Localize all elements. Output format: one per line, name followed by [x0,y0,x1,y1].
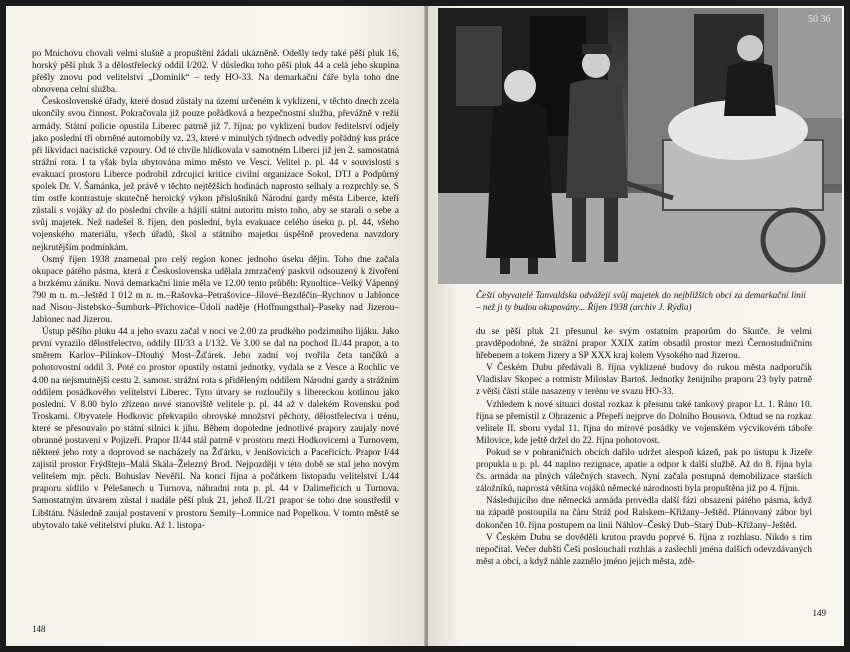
photo-caption: Čeští obyvatelé Tanvaldska odvážejí svůj majetek do nejbližších obcí za demarkační linií – než ji ty budou okupovány... Říjen 1938 (archiv J. Rýdla) [476,290,806,312]
paragraph: Vzhledem k nové situaci dostal rozkaz k přesunu také tankový prapor Lt. 1. Ráno 10. října se přemístil z Ohrazenic a Přepeří nejprve do Dolního Bousova. Odtud se na rozkaz velitele II. sboru vydal 11. října do mírové posádky ve vojenském výcvikovém táboře Milovice, kde ještě držel do 22. října pohotovost. [476,399,812,446]
paragraph: V Českém Dubu předávali 8. října vyklizené budovy do rukou města nadporučík Vladislav Skopec a rotmistr Miloslav Bartoš. Jednotky ženijního praporu 23 byly patrně z větší části stále nasazeny v terénu ve svazu HO-33. [476,363,812,398]
paragraph: Ústup pěšího pluku 44 a jeho svazu začal v noci ve 2.00 za prudkého podzimního lijáku. Jako první vyrazilo dělostřelectvo, oddíly III/33 a I/132. Ve 3.00 se dal na pochod II./44 prapor, a to směrem Karlov–Pilínkov–Dlouhý Most–Žďárek. Jeho zadní voj tvořila četa tančíků a pohotovostní oddíl 3. Poté co prostor opustily ostatní jednotky, vydala se z Vesce a Rochlic ve 4.00 na nejsmutnější cestu 2. samost. strážní rota s přiděleným oddílem Národní gardy a strážním oddílem posádkového velitelství Liberec. Tyto útvary se rozloučily s libereckou kotlinou jako poslední. V 8.00 bylo zřízeno nové stanoviště velitele p. pl. 44 až v dalekém Rovensku pod Troskami. Obyvatele Hodkovic překvapilo obrovské množství pěchoty, dělostřelectva i trénu, které se přesouvalo po státní silnici k jihu. Během dopoledne jednotlivé prapory zaujaly nové obranné postavení v Pojizeří. Prapor II/44 stál patrně v prostoru mezi Hodkovicemi a Turnovem, některé jeho roty a doprovod se nacházely na Žďárku, v Jenišovicích a Paceřicích. Prapor I/44 zajistil prostor Frýdštejn–Malá Skála–Železný Brod. Nejpozději v této době se stal jeho novým velitelem mjr. pěch. Bohuslav Nevěřil. Na konci října a počátkem listopadu velitelství I./44 praporu sídlilo v Pelešanech u Turnova, náhradní rota p. pl. 44 v Dalimeřicích u Turnova. Samostatným útvarem zůstal i nadále pěší pluk 21, jehož II./21 prapor se toho dne soustředil v Líbštátu. Následně zaujal postavení v prostoru Semily–Lomnice nad Popelkou. V tomto městě se ubytovalo také velitelství pluku. Až 1. listopa- [32,327,399,531]
left-page-text [32,48,399,532]
paragraph: Pokud se v pohraničních obcích dařilo udržet alespoň kázeň, pak po ústupu k Jizeře propukla u p. pl. 44 naplno rezignace, apatie a odpor k další službě. Až do 8. října byla čs. armáda na plných válečných stavech. Nyní začala postupná demobilizace starších záložníků, naprostá většina vojáků německé národnosti byla propuštěna již po 4. říjnu. [476,447,812,495]
right-page [428,6,844,646]
page-number-left: 148 [32,624,46,634]
paragraph: du se pěší pluk 21 přesunul ke svým ostatním praporům do Skutče. Je velmi pravděpodobné, že strážní prapor XXIX zatím obsadil prostor mezi Černostudničním hřebenem a tokem Jizery a SP XXX kraj kolem Vysokého nad Jizerou. [476,327,812,362]
paragraph: Osmý říjen 1938 znamenal pro celý region konec jednoho úseku dějin. Toho dne začala okupace pátého pásma, která z Československa udělala zmrzačený paskvil odsouzený k živoření a brzkému zániku. Nová demarkační linie měla ve 12.00 tento průběh: Rynoltice–Velký Vápenný 790 m n. m.–Ještěd 1 012 m n. m.–Rašovka–Petrašovice–Jílové–Bezděčín–Rychnov u Jablonce nad Nisou–Jistebsko–Šumburk–Příchovice–Údolí naděje (Hoffnungsthal)–Paseky nad Jizerou–Jablonec nad Jizerou. [32,254,399,326]
left-page [6,6,426,646]
paragraph: Následujícího dne německá armáda provedla další fázi obsazení pátého pásma, když na západě postoupila na čáru Stráž pod Ralskem–Křižany–Ještěd. Plánovaný zábor byl dokončen 10. října postupem na linii Náhlov–Český Dub–Starý Dub–Křižany–Ještěd. [476,496,812,531]
paragraph: po Mnichovu chovali velmi slušně a propuštění žádali ukázněně. Odešly tedy také pěší pluk 16, horský pěší pluk 3 a dělostřelecký oddíl I/202. V důsledku toho pěší pluk 44 a celá jeho skupina přešly znovu pod velitelství „Dominik“ – tedy HO-33. Na demarkační čáře byla toho dne obnovena celní služba. [32,49,399,96]
photo-corner-mark: 50 36 [808,14,831,25]
paragraph: V Českém Dubu se dověděli krutou pravdu poprvé 6. října z rozhlasu. Nikdo s tím nepočítal. Večer dubští Češi poslouchali rozhlas a zaslechli jména dalších odevzdávaných měst a obcí, a když náhle zaznělo jméno jejich města, zdě- [476,532,812,567]
historical-photo [438,8,842,284]
page-number-right: 149 [812,608,826,618]
right-page-text [476,326,812,568]
paragraph: Československé úřady, které dosud zůstaly na území určeném k vyklizení, v těchto dnech zcela ukončily svou činnost. Pokračovala již pouze pořádková a bezpečnostní služba, převážně v režii armády. Státní policie opustila Liberec patrně již 7. října; po vyklizení budov ředitelství odjely jako poslední tři obrněné automobily vz. 23, které v minulých týdnech odvedly pořádný kus práce při likvidaci nacistické vzpoury. Od té chvíle hlídkovala v samotném Liberci již jen 2. samostatná strážní rota. I ta však byla ubytována mimo město ve Vesci. Velitel p. pl. 44 v souvislosti s evakuací prostoru Liberce podrobil zdrcující kritice civilní organizace Sokol, DTJ a Podpůrný spolek Dr. V. Šamánka, jež právě v těchto nejtěžších hodinách naprosto selhaly a rozprchly se. S tím ostře kontrastuje skutečně heroický výkon příslušníků Národní gardy města Liberce, kteří zůstali s vojáky až do poslední chvíle a hájili státní autoritu místo toho, aby se starali o sebe a svůj majetek. Než nadešel 8. říjen, den poslední, byla evakuace celého úseku p. pl. 44, všeho vojenského materiálu, všech úřadů, škol a státního majetku úspěšně provedena navzdory nejkrutějším podmínkám. [32,97,399,253]
